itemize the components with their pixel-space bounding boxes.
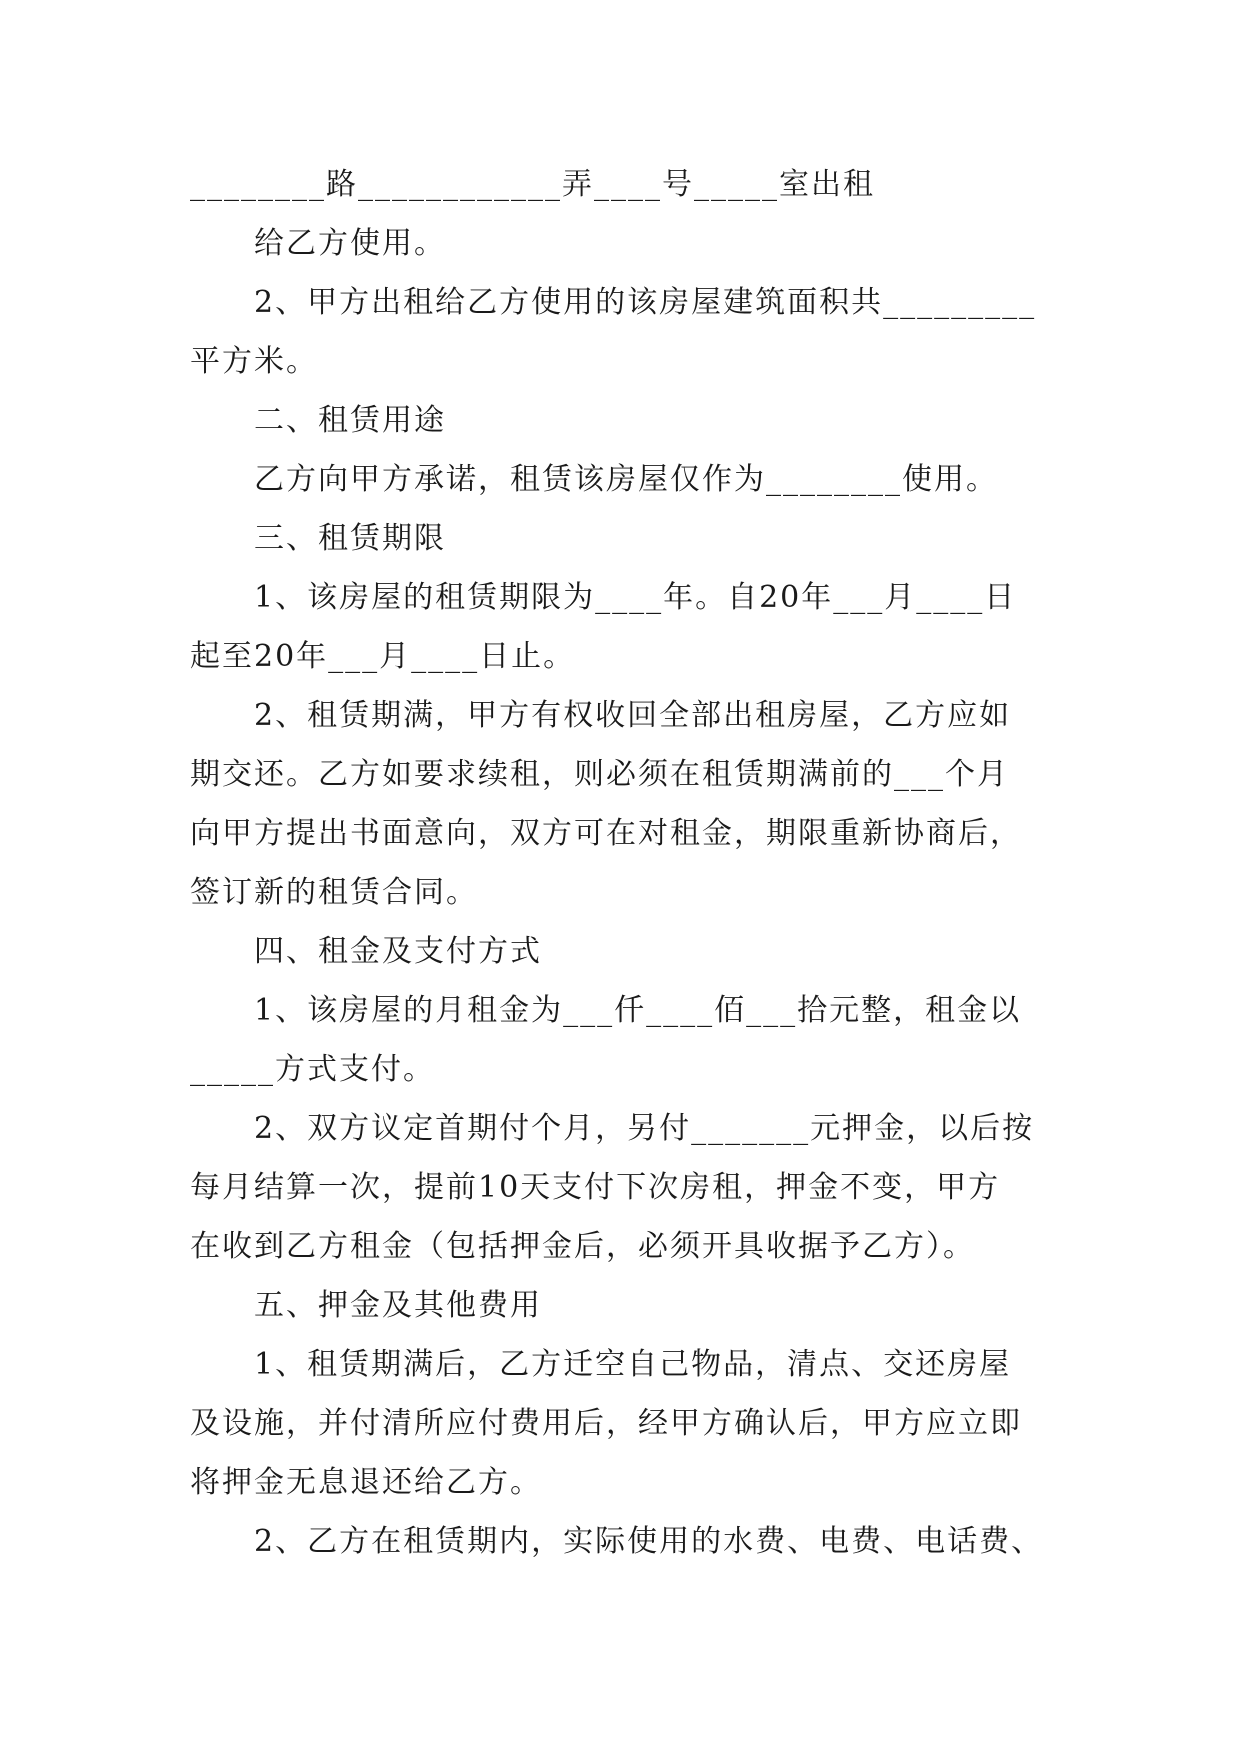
text-line-utilities: 2、乙方在租赁期内，实际使用的水费、电费、电话费、 xyxy=(254,1524,1044,1559)
text-line-return-1: 1、租赁期满后，乙方迁空自己物品，清点、交还房屋 xyxy=(254,1347,1012,1382)
text-line-expiry-4: 签订新的租赁合同。 xyxy=(190,875,478,910)
text-line-area-unit: 平方米。 xyxy=(190,344,318,379)
section-heading-term: 三、租赁期限 xyxy=(254,521,446,556)
text-line-address: ________路____________弄____号_____室出租 xyxy=(190,167,875,202)
text-line-return-2: 及设施，并付清所应付费用后，经甲方确认后，甲方应立即 xyxy=(190,1406,1022,1441)
text-line-expiry-3: 向甲方提出书面意向，双方可在对租金，期限重新协商后， xyxy=(190,816,1022,851)
section-heading-purpose: 二、租赁用途 xyxy=(254,403,446,438)
text-line-lease-to: 给乙方使用。 xyxy=(254,226,446,261)
text-line-term-2: 起至20年___月____日止。 xyxy=(190,639,576,674)
text-line-purpose: 乙方向甲方承诺，租赁该房屋仅作为________使用。 xyxy=(254,462,998,497)
text-line-expiry-1: 2、租赁期满，甲方有权收回全部出租房屋，乙方应如 xyxy=(254,698,1012,733)
text-line-rent-2: _____方式支付。 xyxy=(190,1052,435,1087)
section-heading-rent: 四、租金及支付方式 xyxy=(254,934,542,969)
text-line-rent-1: 1、该房屋的月租金为___仟____佰___拾元整，租金以 xyxy=(254,993,1022,1028)
text-line-deposit-2: 每月结算一次，提前10天支付下次房租，押金不变，甲方 xyxy=(190,1170,1001,1205)
text-line-term-1: 1、该房屋的租赁期限为____年。自20年___月____日 xyxy=(254,580,1017,615)
text-line-area: 2、甲方出租给乙方使用的该房屋建筑面积共_________ xyxy=(254,285,1037,320)
text-line-return-3: 将押金无息退还给乙方。 xyxy=(190,1465,542,1500)
text-line-deposit-3: 在收到乙方租金（包括押金后，必须开具收据予乙方）。 xyxy=(190,1229,975,1264)
text-line-expiry-2: 期交还。乙方如要求续租，则必须在租赁期满前的___个月 xyxy=(190,757,1009,792)
text-line-deposit-1: 2、双方议定首期付个月，另付_______元押金，以后按 xyxy=(254,1111,1035,1146)
section-heading-deposit: 五、押金及其他费用 xyxy=(254,1288,542,1323)
